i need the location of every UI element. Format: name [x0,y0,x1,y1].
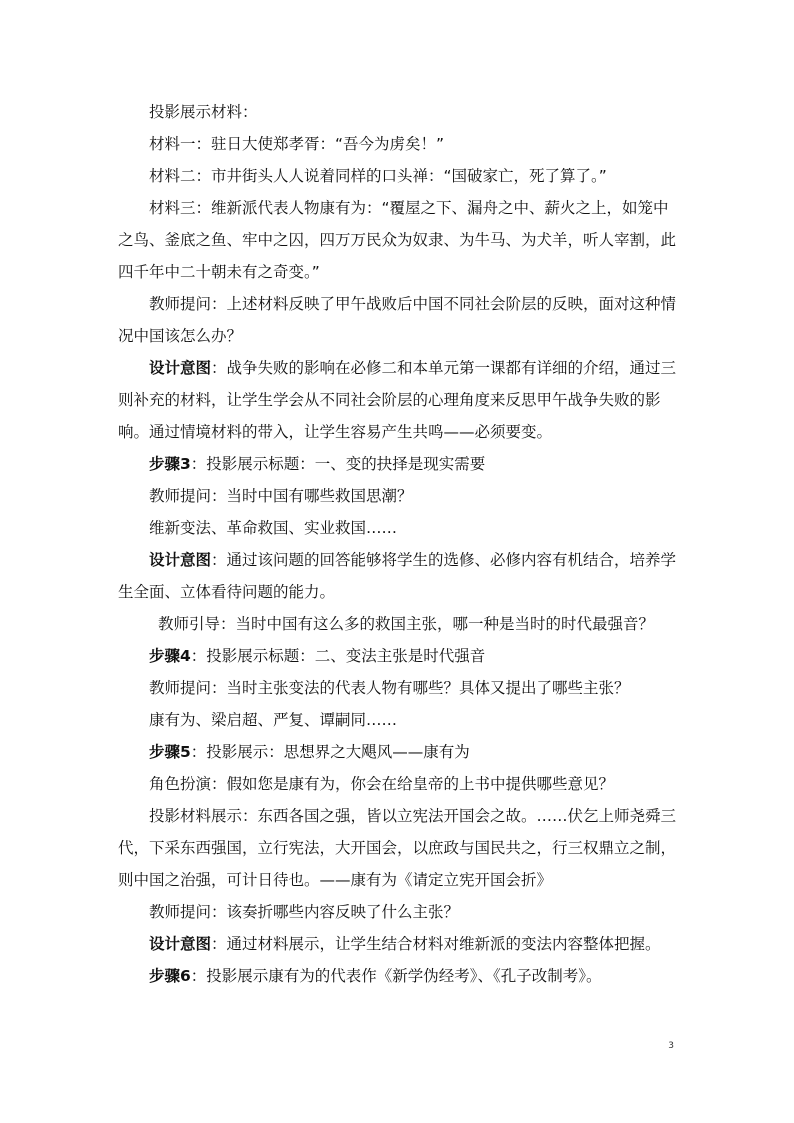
paragraph-text: ：通过材料展示，让学生结合材料对维新派的变法内容整体把握。 [211,935,661,953]
paragraph [118,768,678,800]
paragraph [118,608,678,640]
paragraph [118,160,678,192]
paragraph-text: 教师提问：当时主张变法的代表人物有哪些？具体又提出了哪些主张？ [149,679,630,697]
paragraph [118,352,678,448]
paragraph [118,544,678,608]
paragraph-text: 投影展示材料： [149,103,258,121]
paragraph [118,96,678,128]
paragraph-text: 教师提问：当时中国有哪些救国思潮？ [149,487,413,505]
paragraph-text: ：投影展示标题：一、变的抉择是现实需要 [190,455,486,473]
paragraph [118,448,678,480]
page-number: 3 [668,1041,674,1051]
paragraph [118,736,678,768]
paragraph [118,800,678,896]
paragraph-text: ：通过该问题的回答能够将学生的选修、必修内容有机结合，培养学生全面、立体看待问题的能力。 [118,551,677,601]
bold-label: 步骤6 [149,967,191,985]
paragraph [118,128,678,160]
paragraph [118,928,678,960]
paragraph-text: ：投影展示康有为的代表作《新学伪经考》、《孔子改制考》。 [190,967,602,985]
bold-label: 步骤5 [149,743,191,761]
paragraph-text: 投影材料展示：东西各国之强，皆以立宪法开国会之故。……伏乞上师尧舜三代，下采东西强国，立行宪法，大开国会，以庶政与国民共之，行三权鼎立之制，则中国之治强，可计日待也。——康有为《请定立宪开国会折》 [118,807,677,889]
bold-label: 步骤3 [149,455,191,473]
bold-label: 设计意图 [149,359,212,377]
paragraph [118,480,678,512]
paragraph-text: ：投影展示：思想界之大飓风——康有为 [190,743,470,761]
paragraph [118,960,678,992]
paragraph-text: 角色扮演：假如您是康有为，你会在给皇帝的上书中提供哪些意见？ [149,775,615,793]
paragraph [118,640,678,672]
document-body [118,96,678,992]
paragraph-text: 教师提问：上述材料反映了甲午战败后中国不同社会阶层的反映，面对这种情况中国该怎么办？ [118,295,677,345]
paragraph [118,672,678,704]
paragraph-text: 教师提问：该奏折哪些内容反映了什么主张？ [149,903,460,921]
paragraph [118,192,678,288]
paragraph-text: 材料二：市井街头人人说着同样的口头禅：“国破家亡，死了算了。” [149,167,607,185]
bold-label: 设计意图 [149,551,212,569]
paragraph-text: 康有为、梁启超、严复、谭嗣同…… [149,711,398,729]
paragraph [118,704,678,736]
paragraph-text: 教师引导：当时中国有这么多的救国主张，哪一种是当时的时代最强音？ [158,615,655,633]
bold-label: 设计意图 [149,935,212,953]
paragraph-text: 维新变法、革命救国、实业救国…… [149,519,398,537]
paragraph [118,288,678,352]
paragraph-text: ：投影展示标题：二、变法主张是时代强音 [190,647,486,665]
paragraph [118,896,678,928]
paragraph [118,512,678,544]
paragraph-text: 材料一：驻日大使郑孝胥：“吾今为虏矣！” [149,135,445,153]
paragraph-text: 材料三：维新派代表人物康有为：“覆屋之下、漏舟之中、薪火之上，如笼中之鸟、釜底之鱼、牢中之囚，四万万民众为奴隶、为牛马、为犬羊，听人宰割，此四千年中二十朝未有之奇变。” [118,199,677,281]
bold-label: 步骤4 [149,647,191,665]
paragraph-text: ：战争失败的影响在必修二和本单元第一课都有详细的介绍，通过三则补充的材料，让学生学会从不同社会阶层的心理角度来反思甲午战争失败的影响。通过情境材料的带入，让学生容易产生共鸣——必须要变。 [118,359,677,441]
